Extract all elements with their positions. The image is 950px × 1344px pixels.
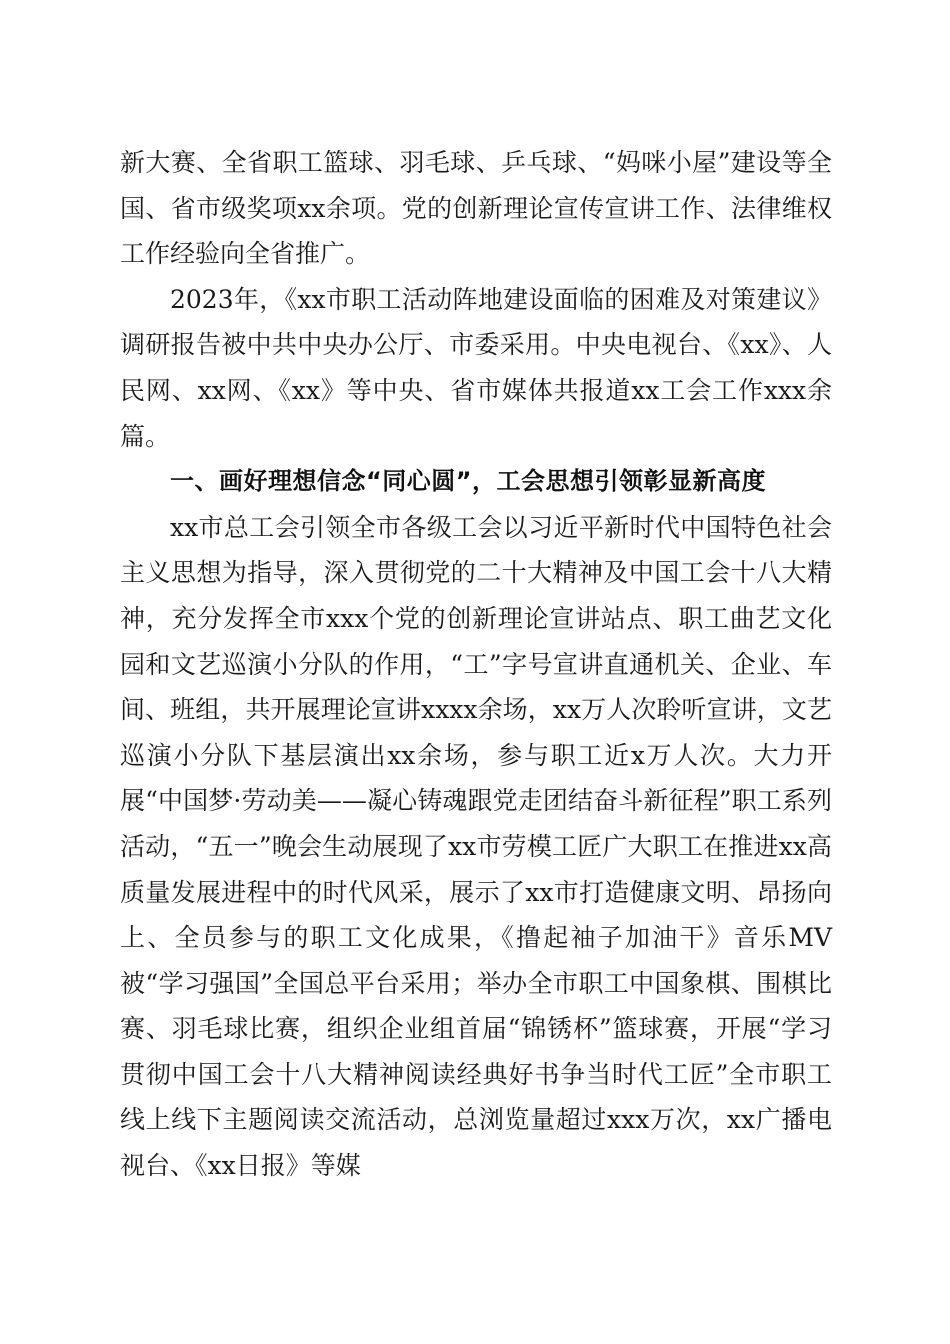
paragraph-ideological-guidance: xx市总工会引领全市各级工会以习近平新时代中国特色社会主义思想为指导，深入贯彻党的二十大精神及中国工会十八大精神，充分发挥全市xxx个党的创新理论宣讲站点、职工曲艺文化园和文艺巡演小分队的作用，“工”字号宣讲直通机关、企业、车间、班组，共开展理论宣讲xxxx余场，xx万人次聆听宣讲，文艺巡演小分队下基层演出xx余场，参与职工近x万人次。大力开展“中国梦·劳动美——凝心铸魂跟党走团结奋斗新征程”职工系列活动，“五一”晚会生动展现了xx市劳模工匠广大职工在推进xx高质量发展进程中的时代风采，展示了xx市打造健康文明、昂扬向上、全员参与的职工文化成果，《撸起袖子加油干》音乐MV被“学习强国”全国总平台采用；举办全市职工中国象棋、围棋比赛、羽毛球比赛，组织企业组首届“锦锈杯”篮球赛，开展“学习贯彻中国工会十八大精神阅读经典好书争当时代工匠”全市职工线上线下主题阅读交流活动，总浏览量超过xxx万次，xx广播电视台、《xx日报》等媒 — [120, 512, 832, 1181]
document-body — [120, 140, 832, 1189]
paragraph-2023-reports: 2023年，《xx市职工活动阵地建设面临的困难及对策建议》调研报告被中共中央办公厅、市委采用。中央电视台、《xx》、人民网、xx网、《xx》等中央、省市媒体共报道xx工会工作xxx余篇。 — [120, 284, 832, 451]
section-heading-1: 一、画好理想信念“同心圆”，工会思想引领彰显新高度 — [170, 467, 767, 496]
paragraph-continuation: 新大赛、全省职工篮球、羽毛球、乒乓球、“妈咪小屋”建设等全国、省市级奖项xx余项。党的创新理论宣传宣讲工作、法律维权工作经验向全省推广。 — [120, 148, 832, 269]
